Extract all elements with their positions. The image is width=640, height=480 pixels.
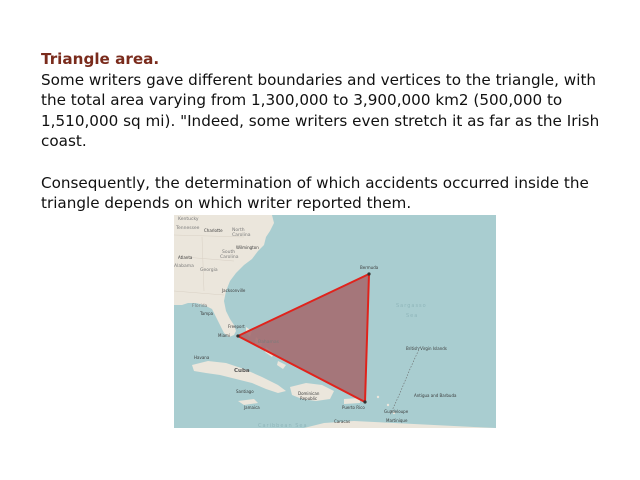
label-charlotte: Charlotte — [204, 228, 223, 233]
label-virgin-islands: British Virgin Islands — [406, 346, 447, 351]
paragraph-consequence: Consequently, the determination of which accidents occurred inside the triangle depends on which writer reported them. — [41, 173, 589, 213]
miami-vertex — [236, 334, 239, 337]
label-cuba: Cuba — [234, 368, 250, 374]
label-jamaica: Jamaica — [244, 405, 260, 410]
island-dot-2 — [387, 404, 389, 406]
label-tampa: Tampa — [200, 311, 214, 316]
label-caribbean: Caribbean Sea — [258, 423, 308, 428]
label-sargasso-2: Sea — [406, 313, 419, 319]
label-tennessee: Tennessee — [176, 226, 200, 231]
label-kentucky: Kentucky — [178, 217, 199, 222]
label-wilmington: Wilmington — [236, 245, 259, 250]
bermuda-vertex — [367, 272, 370, 275]
label-north-carolina-2: Carolina — [232, 233, 251, 238]
label-miami: Miami — [218, 333, 231, 338]
label-santiago: Santiago — [236, 389, 254, 394]
text-block — [41, 49, 616, 214]
label-north-carolina-1: North — [232, 228, 245, 233]
map-svg — [174, 215, 496, 428]
label-antigua: Antigua and Barbuda — [414, 393, 457, 398]
slide-heading: Triangle area. — [41, 50, 160, 68]
bermuda-triangle-map — [174, 215, 496, 428]
label-bahamas: Bahamas — [258, 340, 279, 345]
paragraph-boundaries: Some writers gave different boundaries and vertices to the triangle, with the total area varying from 1,300,000 to 3,900,000 km2 (500,000 to 1,510,000 sq mi). "Indeed, some writers even stretch it as far as the Irish coast. — [41, 70, 600, 151]
label-south-carolina-2: Carolina — [220, 255, 239, 260]
label-jacksonville: Jacksonville — [222, 288, 246, 293]
label-sargasso-1: Sargasso — [396, 303, 427, 309]
label-martinique: Martinique — [386, 418, 408, 423]
puerto-rico-vertex — [363, 400, 366, 403]
label-dominican-republic-1: Dominican — [298, 391, 320, 396]
island-dot-1 — [377, 396, 379, 398]
label-guadeloupe: Guadeloupe — [384, 409, 409, 414]
label-florida: Florida — [192, 304, 208, 309]
label-alabama: Alabama — [174, 264, 194, 269]
label-freeport: Freeport — [228, 324, 245, 329]
label-south-carolina-1: South — [222, 250, 236, 255]
label-bermuda: Bermuda — [360, 265, 379, 270]
label-dominican-republic-2: Republic — [300, 396, 318, 401]
label-puerto-rico: Puerto Rico — [342, 405, 365, 410]
paragraph-gap — [41, 152, 616, 173]
label-georgia: Georgia — [200, 268, 218, 273]
label-atlanta: Atlanta — [178, 255, 193, 260]
label-caracas: Caracas — [334, 419, 351, 424]
label-havana: Havana — [194, 355, 210, 360]
